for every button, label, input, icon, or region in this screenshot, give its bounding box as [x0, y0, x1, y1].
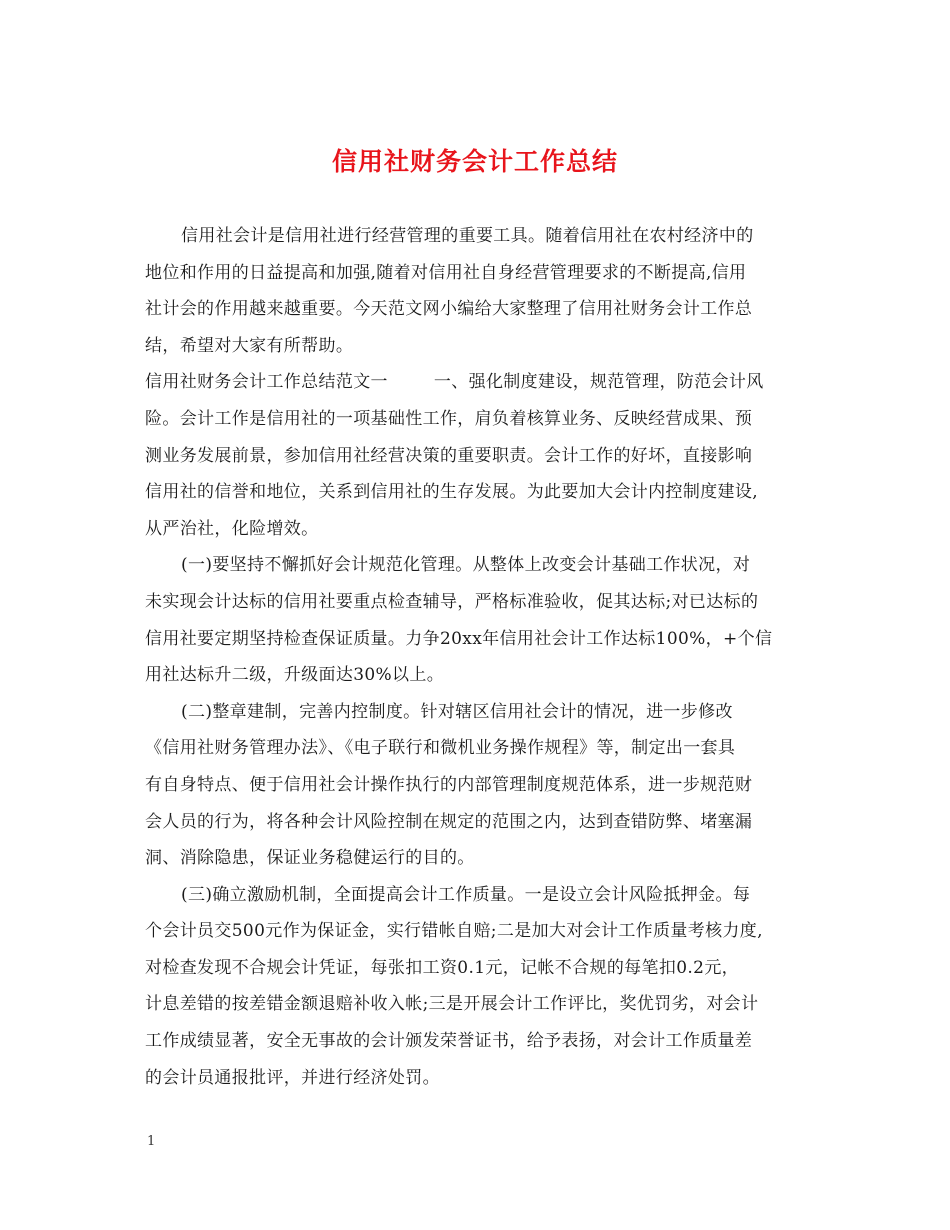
- paragraph-line: 险。会计工作是信用社的一项基础性工作，肩负着核算业务、反映经营成果、预: [145, 408, 753, 429]
- paragraph-line: 地位和作用的日益提高和加强,随着对信用社自身经营管理要求的不断提高,信用: [145, 262, 747, 283]
- paragraph-line: 社计会的作用越来越重要。今天范文网小编给大家整理了信用社财务会计工作总: [145, 299, 753, 320]
- document-body: [145, 218, 810, 1096]
- paragraph-line: 用社达标升二级，升级面达30%以上。: [145, 665, 445, 686]
- paragraph-line: 《信用社财务管理办法》、《电子联行和微机业务操作规程》等，制定出一套具: [145, 738, 736, 759]
- paragraph-line: 信用社要定期坚持检查保证质量。力争20xx年信用社会计工作达标100%，+个信: [145, 628, 773, 649]
- paragraph-line: (二)整章建制，完善内控制度。针对辖区信用社会计的情况，进一步修改: [181, 701, 733, 722]
- section-subheading: 一、强化制度建设，规范管理，防范会计风: [433, 372, 764, 393]
- paragraph-line: 未实现会计达标的信用社要重点检查辅导，严格标准验收，促其达标;对已达标的: [145, 591, 759, 612]
- paragraph-line: 从严治社，化险增效。: [145, 518, 319, 539]
- paragraph-line: 测业务发展前景，参加信用社经营决策的重要职责。会计工作的好坏，直接影响: [145, 445, 753, 466]
- paragraph-line: 计息差错的按差错金额退赔补收入帐;三是开展会计工作评比，奖优罚劣，对会计: [145, 994, 759, 1015]
- paragraph-line: (一)要坚持不懈抓好会计规范化管理。从整体上改变会计基础工作状况，对: [181, 555, 751, 576]
- section-heading: 信用社财务会计工作总结范文一: [145, 372, 388, 393]
- paragraph-line: 结，希望对大家有所帮助。: [145, 335, 354, 356]
- paragraph-line: 洞、消除隐患，保证业务稳健运行的目的。: [145, 848, 475, 869]
- paragraph-line: (三)确立激励机制，全面提高会计工作质量。一是设立会计风险抵押金。每: [181, 884, 751, 905]
- paragraph-line: 会人员的行为，将各种会计风险控制在规定的范围之内，达到查错防弊、堵塞漏: [145, 811, 753, 832]
- paragraph-line: 工作成绩显著，安全无事故的会计颁发荣誉证书，给予表扬，对会计工作质量差: [145, 1031, 753, 1052]
- paragraph-line: 个会计员交500元作为保证金，实行错帐自赔;二是加大对会计工作质量考核力度,: [145, 921, 763, 942]
- paragraph-line: 信用社会计是信用社进行经营管理的重要工具。随着信用社在农村经济中的: [181, 226, 754, 246]
- section-heading-line: [145, 364, 810, 401]
- paragraph-line: 有自身特点、便于信用社会计操作执行的内部管理制度规范体系，进一步规范财: [145, 774, 753, 795]
- paragraph-line: 对检查发现不合规会计凭证，每张扣工资0.1元，记帐不合规的每笔扣0.2元，: [145, 957, 740, 978]
- paragraph-line: 信用社的信誉和地位，关系到信用社的生存发展。为此要加大会计内控制度建设,: [145, 482, 759, 503]
- document-title: 信用社财务会计工作总结: [331, 147, 618, 176]
- page-number: 1: [147, 1134, 156, 1149]
- paragraph-line: 的会计员通报批评，并进行经济处罚。: [145, 1067, 440, 1088]
